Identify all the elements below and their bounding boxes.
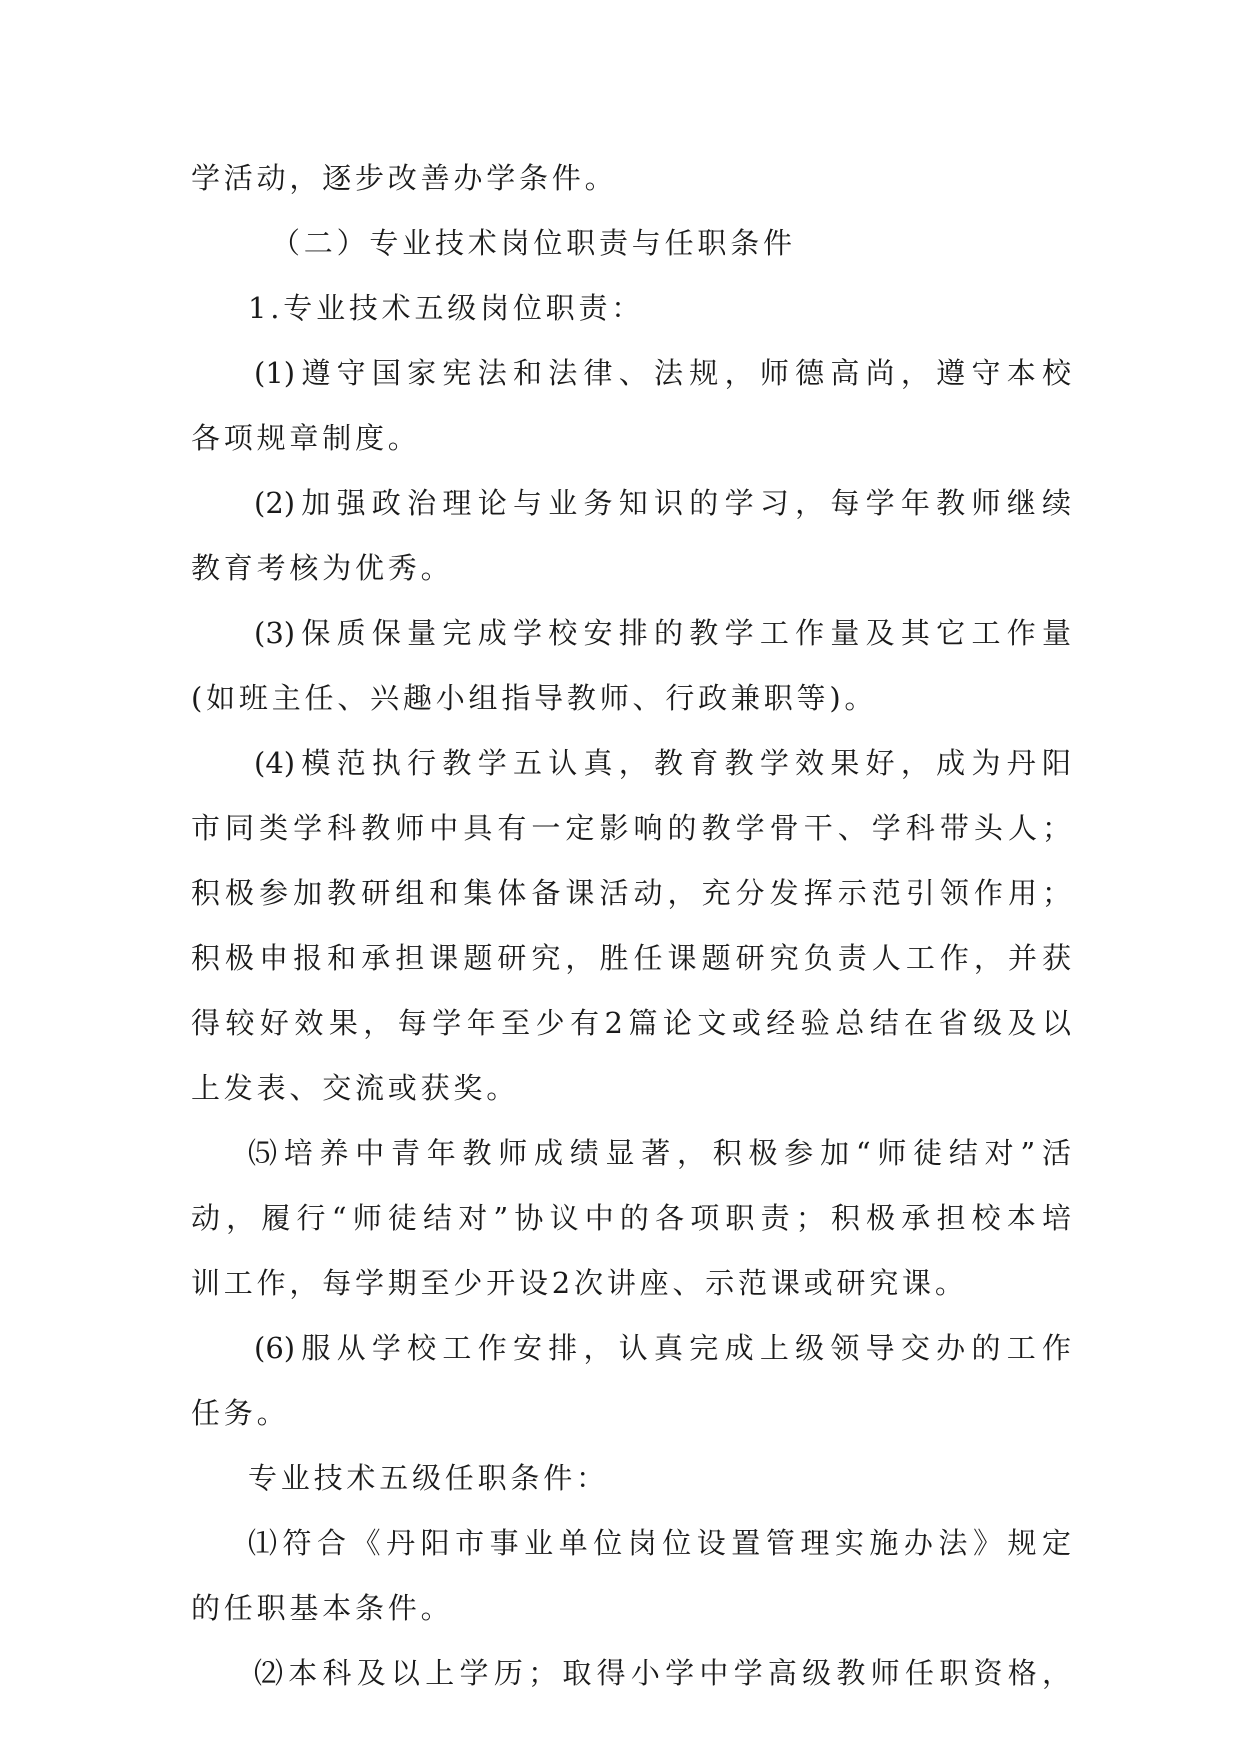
- subsection-heading: 1.专业技术五级岗位职责：: [248, 291, 645, 325]
- text-line: 的任职基本条件。: [191, 1591, 454, 1625]
- text-line: 各项规章制度。: [191, 421, 421, 455]
- text-line: (2)加强政治理论与业务知识的学习，每学年教师继续: [254, 486, 1071, 520]
- text-line: (6)服从学校工作安排，认真完成上级领导交办的工作: [254, 1331, 1071, 1365]
- text-line: (3)保质保量完成学校安排的教学工作量及其它工作量: [254, 616, 1071, 650]
- section-heading: （二）专业技术岗位职责与任职条件: [271, 226, 796, 260]
- subsection-heading: 专业技术五级任职条件：: [248, 1461, 609, 1495]
- text-line: 任务。: [191, 1396, 290, 1430]
- text-line: ⑴符合《丹阳市事业单位岗位设置管理实施办法》规定: [248, 1526, 1071, 1560]
- text-line: ⑵本科及以上学历；取得小学中学高级教师任职资格，: [254, 1656, 1071, 1690]
- text-line: 学活动，逐步改善办学条件。: [191, 161, 618, 195]
- text-line: 市同类学科教师中具有一定影响的教学骨干、学科带头人；: [191, 811, 1071, 845]
- text-line: 积极参加教研组和集体备课活动，充分发挥示范引领作用；: [191, 876, 1071, 910]
- text-line: (4)模范执行教学五认真，教育教学效果好，成为丹阳: [254, 746, 1071, 780]
- document-body: [191, 162, 1071, 1722]
- text-line: 得较好效果，每学年至少有2篇论文或经验总结在省级及以: [191, 1006, 1071, 1040]
- text-line: (如班主任、兴趣小组指导教师、行政兼职等)。: [191, 681, 878, 715]
- text-line: 教育考核为优秀。: [191, 551, 454, 585]
- text-line: (1)遵守国家宪法和法律、法规，师德高尚，遵守本校: [254, 356, 1071, 390]
- text-line: ⑸培养中青年教师成绩显著，积极参加“师徒结对”活: [248, 1136, 1071, 1170]
- text-line: 上发表、交流或获奖。: [191, 1071, 520, 1105]
- text-line: 训工作，每学期至少开设2次讲座、示范课或研究课。: [191, 1266, 968, 1300]
- text-line: 积极申报和承担课题研究，胜任课题研究负责人工作，并获: [191, 941, 1071, 975]
- text-line: 动，履行“师徒结对”协议中的各项职责；积极承担校本培: [191, 1201, 1071, 1235]
